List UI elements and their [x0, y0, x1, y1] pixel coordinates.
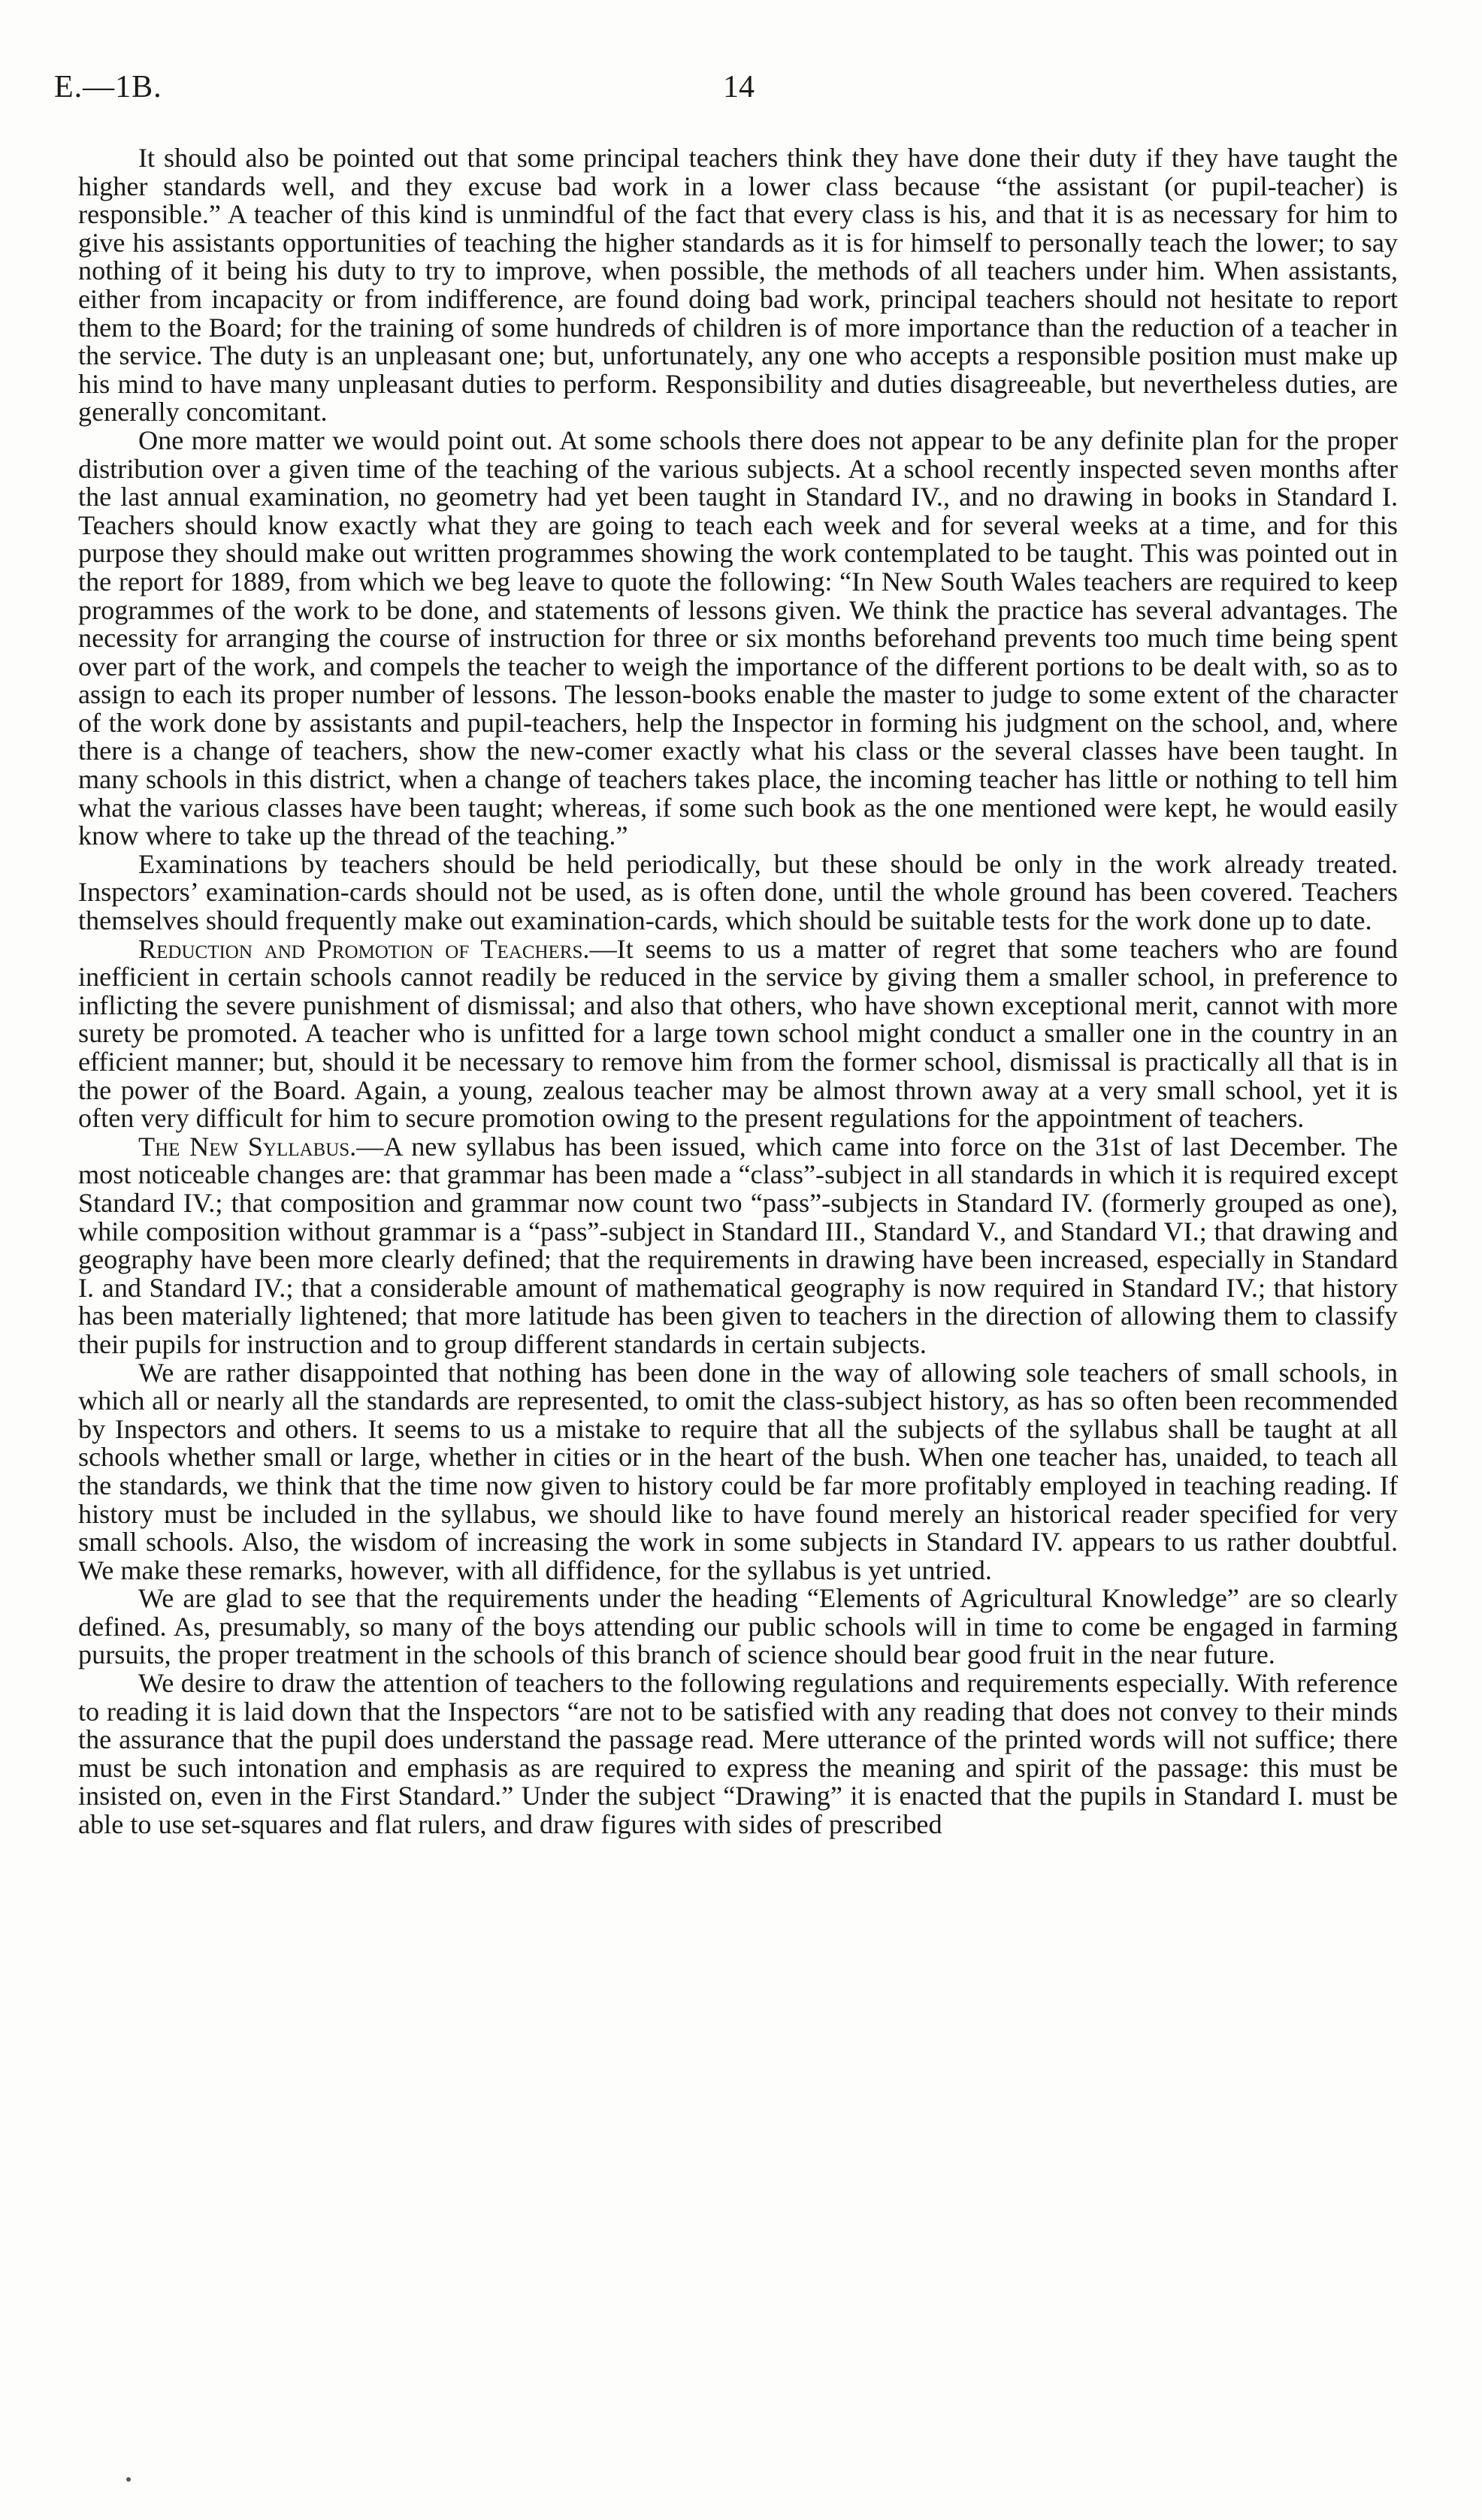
page-header — [54, 69, 1482, 114]
paragraph-examinations: Examinations by teachers should be held periodically, but these should be only in the work already treated. Inspectors’ examination-cards should not be used, as is often done, until the whole ground has been covered. Teachers themselves should frequently make out examination-cards, which should be suitable tests for the work done up to date. — [78, 848, 1398, 936]
paragraph-regulations: We desire to draw the attention of teachers to the following regulations and requirements especially. With reference to reading it is laid down that the Inspectors “are not to be satisfied with any reading that does not convey to their minds the assurance that the pupil does understand the passage read. Mere utterance of the printed words will not suffice; there must be such intonation and emphasis as are required to express the meaning and spirit of the passage: this must be insisted on, even in the First Standard.” Under the subject “Drawing” it is enacted that the pupils in Standard I. must be able to use set-squares and flat rulers, and draw figures with sides of prescribed — [78, 1668, 1398, 1840]
paragraph-reduction-text: —It seems to us a matter of regret that some teachers who are found inefficient in certain schools cannot readily be reduced in the service by giving them a smaller school, in preference to inflicting the severe punishment of dismissal; and also that others, who have shown exceptional merit, cannot with more surety be promoted. A teacher who is unfitted for a large town school might conduct a smaller one in the country in an efficient manner; but, should it be necessary to remove him from the former school, dismissal is practically all that is in the power of the Board. Again, a young, zealous teacher may be almost thrown away at a very small school, yet it is often very difficult for him to secure promotion owing to the present regulations for the appointment of teachers. — [78, 933, 1398, 1134]
paragraph-agriculture: We are glad to see that the requirements under the heading “Elements of Agricultural Knowledge” are so clearly defined. As, presumably, so many of the boys attending our public schools will in time to come be engaged in farming pursuits, the proper treatment in the schools of this branch of science should bear good fruit in the near future. — [78, 1583, 1398, 1670]
paragraph-assistants: It should also be pointed out that some principal teachers think they have done their duty if they have taught the higher standards well, and they excuse bad work in a lower class because “the assistant (or pupil-teacher) is responsible.” A teacher of this kind is unmindful of the fact that every class is his, and that it is as necessary for him to give his assistants opportunities of teaching the higher standards as it is for himself to personally teach the lower; to say nothing of it being his duty to try to improve, when possible, the methods of all teachers under him. When assistants, either from incapacity or from indifference, are found doing bad work, principal teachers should not hesitate to report them to the Board; for the training of some hundreds of children is of more importance than the reduction of a teacher in the service. The duty is an unpleasant one; but, unfortunately, any one who accepts a responsible position must make up his mind to have many unpleasant duties to perform. Responsibility and duties disagreeable, but nevertheless duties, are generally concomitant. — [78, 143, 1398, 428]
paragraph-programmes: One more matter we would point out. At some schools there does not appear to be any definite plan for the proper distribution over a given time of the teaching of the various subjects. At a school recently inspected seven months after the last annual examination, no geometry had yet been taught in Standard IV., and no drawing in books in Standard I. Teachers should know exactly what they are going to teach each week and for several weeks at a time, and for this purpose they should make out written programmes showing the work contemplated to be taught. This was pointed out in the report for 1889, from which we beg leave to quote the following: “In New South Wales teachers are required to keep programmes of the work to be done, and statements of lessons given. We think the practice has several advantages. The necessity for arranging the course of instruction for three or six months beforehand prevents too much time being spent over part of the work, and compels the teacher to weigh the importance of the different portions to be dealt with, so as to assign to each its proper number of lessons. The lesson-books enable the master to judge to some extent of the character of the work done by assistants and pupil-teachers, help the Inspector in forming his judgment on the school, and, where there is a change of teachers, show the new-comer exactly what his class or the several classes have been taught. In many schools in this district, when a change of teachers takes place, the incoming teacher has little or nothing to tell him what the various classes have been taught; whereas, if some such book as the one mentioned were kept, he would easily know where to take up the thread of the teaching.” — [78, 425, 1398, 851]
paragraph-syllabus-text: —A new syllabus has been issued, which came into force on the 31st of last December. The most noticeable changes are: that grammar has been made a “class”-subject in all standards in which it is required except Standard IV.; that composition and grammar now count two “pass”-subjects in Standard IV. (formerly grouped as one), while composition without grammar is a “pass”-subject in Standard III., Standard V., and Standard VI.; that drawing and geography have been more clearly defined; that the requirements in drawing have been increased, especially in Standard I. and Standard IV.; that a considerable amount of mathematical geography is now required in Standard IV.; that history has been materially lightened; that more latitude has been given to teachers in the direction of allowing them to classify their pupils for instruction and to group different standards in certain subjects. — [78, 1131, 1398, 1359]
section-heading-syllabus: The New Syllabus. — [138, 1131, 357, 1162]
document-reference: E.—1B. — [54, 70, 162, 104]
paragraph-history-omission: We are rather disappointed that nothing has been done in the way of allowing sole teachers of small schools, in which all or nearly all the standards are represented, to omit the class-subject history, as has so often been recommended by Inspectors and others. It seems to us a mistake to require that all the subjects of the syllabus shall be taught at all schools whether small or large, whether in cities or in the heart of the bush. When one teacher has, unaided, to teach all the standards, we think that the time now given to history could be far more profitably employed in teaching reading. If history must be included in the syllabus, we should like to have found merely an historical reader specified for very small schools. Also, the wisdom of increasing the work in some subjects in Standard IV. appears to us rather doubtful. We make these remarks, however, with all diffidence, for the syllabus is yet untried. — [78, 1357, 1398, 1585]
ink-mark — [126, 2477, 131, 2482]
paragraph-new-syllabus — [78, 1133, 1398, 1359]
body-text — [78, 144, 1398, 1839]
page-number: 14 — [723, 70, 755, 104]
paragraph-reduction-promotion — [78, 935, 1398, 1133]
section-heading-reduction: Reduction and Promotion of Teachers. — [138, 933, 590, 964]
